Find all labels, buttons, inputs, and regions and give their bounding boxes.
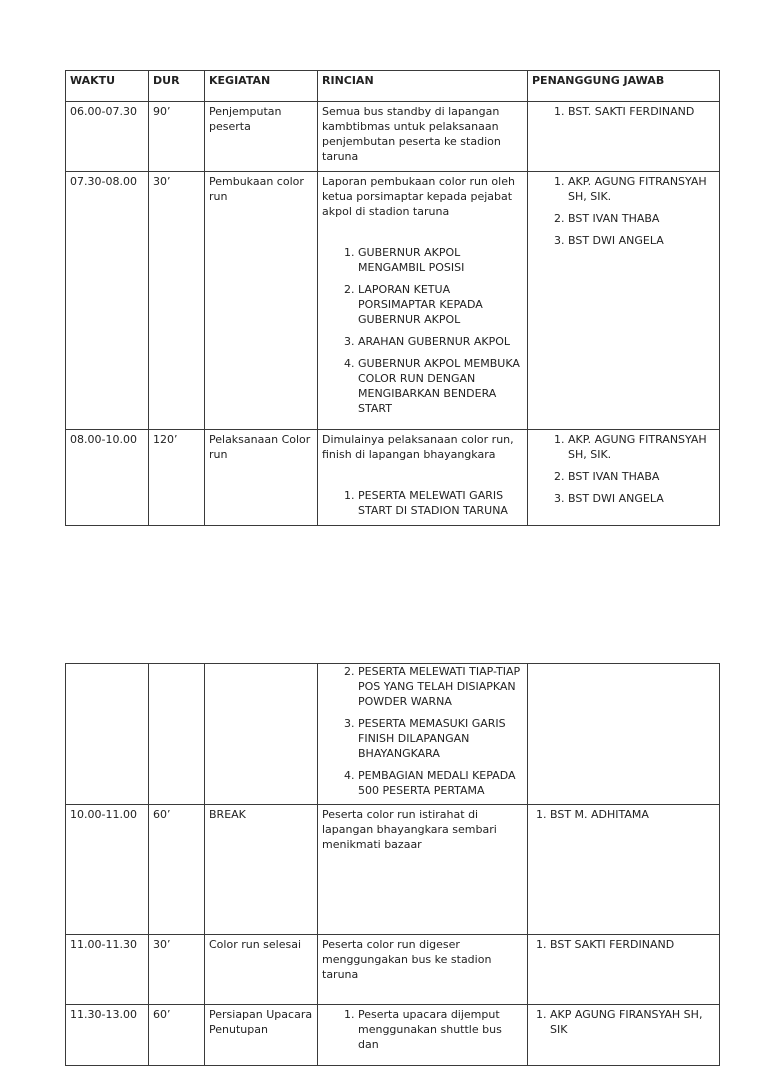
cell-penanggung-jawab <box>528 664 720 805</box>
cell-kegiatan: Pelaksanaan Color run <box>205 430 318 526</box>
cell-kegiatan: Color run selesai <box>205 935 318 1005</box>
cell-kegiatan: Penjemputan peserta <box>205 102 318 172</box>
cell-dur: 30’ <box>149 172 205 430</box>
list-item: 1. AKP. AGUNG FITRANSYAH SH, SIK. <box>568 174 715 204</box>
cell-penanggung-jawab <box>528 430 720 526</box>
table-row <box>66 935 720 1005</box>
cell-penanggung-jawab <box>528 1005 720 1066</box>
rincian-text: Peserta color run istirahat di lapangan bhayangkara sembari menikmati bazaar <box>322 808 497 851</box>
table-header-row <box>66 71 720 102</box>
list-item: 3. PESERTA MEMASUKI GARIS FINISH DILAPANGAN BHAYANGKARA <box>358 716 523 761</box>
table-row-continuation <box>66 664 720 805</box>
cell-waktu: 08.00-10.00 <box>66 430 149 526</box>
cell-waktu: 07.30-08.00 <box>66 172 149 430</box>
cell-dur <box>149 664 205 805</box>
table-row <box>66 172 720 430</box>
list-item: 4. GUBERNUR AKPOL MEMBUKA COLOR RUN DENGAN MENGIBARKAN BENDERA START <box>358 356 523 416</box>
cell-penanggung-jawab <box>528 102 720 172</box>
cell-dur: 90’ <box>149 102 205 172</box>
cell-rincian <box>318 102 528 172</box>
cell-waktu <box>66 664 149 805</box>
table-row <box>66 102 720 172</box>
table-row <box>66 1005 720 1066</box>
cell-kegiatan: Persiapan Upacara Penutupan <box>205 1005 318 1066</box>
list-item: 1. BST M. ADHITAMA <box>550 807 715 822</box>
cell-waktu: 11.00-11.30 <box>66 935 149 1005</box>
list-item: 3. BST DWI ANGELA <box>568 491 715 506</box>
list-item: 1. Peserta upacara dijemput menggunakan shuttle bus dan <box>358 1007 523 1052</box>
list-item: 1. BST. SAKTI FERDINAND <box>568 104 715 119</box>
cell-kegiatan: Pembukaan color run <box>205 172 318 430</box>
header-dur: DUR <box>149 71 205 102</box>
cell-penanggung-jawab <box>528 935 720 1005</box>
cell-kegiatan <box>205 664 318 805</box>
table-row <box>66 430 720 526</box>
schedule-table-1 <box>65 70 720 526</box>
list-item: 3. ARAHAN GUBERNUR AKPOL <box>358 334 523 349</box>
rincian-text: Laporan pembukaan color run oleh ketua porsimaptar kepada pejabat akpol di stadion taruna <box>322 175 515 218</box>
list-item: 1. AKP. AGUNG FITRANSYAH SH, SIK. <box>568 432 715 462</box>
cell-penanggung-jawab <box>528 172 720 430</box>
cell-waktu: 06.00-07.30 <box>66 102 149 172</box>
cell-dur: 60’ <box>149 1005 205 1066</box>
header-kegiatan: KEGIATAN <box>205 71 318 102</box>
cell-penanggung-jawab <box>528 805 720 935</box>
list-item: 2. LAPORAN KETUA PORSIMAPTAR KEPADA GUBERNUR AKPOL <box>358 282 523 327</box>
list-item: 2. BST IVAN THABA <box>568 211 715 226</box>
header-waktu: WAKTU <box>66 71 149 102</box>
cell-rincian <box>318 172 528 430</box>
cell-rincian <box>318 1005 528 1066</box>
cell-rincian <box>318 935 528 1005</box>
cell-kegiatan: BREAK <box>205 805 318 935</box>
list-item: 1. AKP AGUNG FIRANSYAH SH, SIK <box>550 1007 715 1037</box>
cell-dur: 120’ <box>149 430 205 526</box>
list-item: 4. PEMBAGIAN MEDALI KEPADA 500 PESERTA PERTAMA <box>358 768 523 798</box>
list-item: 1. BST SAKTI FERDINAND <box>550 937 715 952</box>
list-item: 1. GUBERNUR AKPOL MENGAMBIL POSISI <box>358 245 523 275</box>
list-item: 2. PESERTA MELEWATI TIAP-TIAP POS YANG TELAH DISIAPKAN POWDER WARNA <box>358 664 523 709</box>
cell-rincian <box>318 805 528 935</box>
list-item: 1. PESERTA MELEWATI GARIS START DI STADION TARUNA <box>358 488 523 518</box>
cell-rincian <box>318 430 528 526</box>
list-item: 3. BST DWI ANGELA <box>568 233 715 248</box>
header-rincian: RINCIAN <box>318 71 528 102</box>
schedule-table-2 <box>65 663 720 1066</box>
table-row <box>66 805 720 935</box>
cell-dur: 30’ <box>149 935 205 1005</box>
cell-waktu: 10.00-11.00 <box>66 805 149 935</box>
list-item: 2. BST IVAN THABA <box>568 469 715 484</box>
cell-dur: 60’ <box>149 805 205 935</box>
rincian-text: Peserta color run digeser menggungakan bus ke stadion taruna <box>322 938 492 981</box>
cell-rincian <box>318 664 528 805</box>
rincian-text: Dimulainya pelaksanaan color run, finish di lapangan bhayangkara <box>322 433 514 461</box>
cell-waktu: 11.30-13.00 <box>66 1005 149 1066</box>
header-penanggung-jawab: PENANGGUNG JAWAB <box>528 71 720 102</box>
rincian-text: Semua bus standby di lapangan kambtibmas untuk pelaksanaan penjembutan peserta ke stadion taruna <box>322 105 501 163</box>
